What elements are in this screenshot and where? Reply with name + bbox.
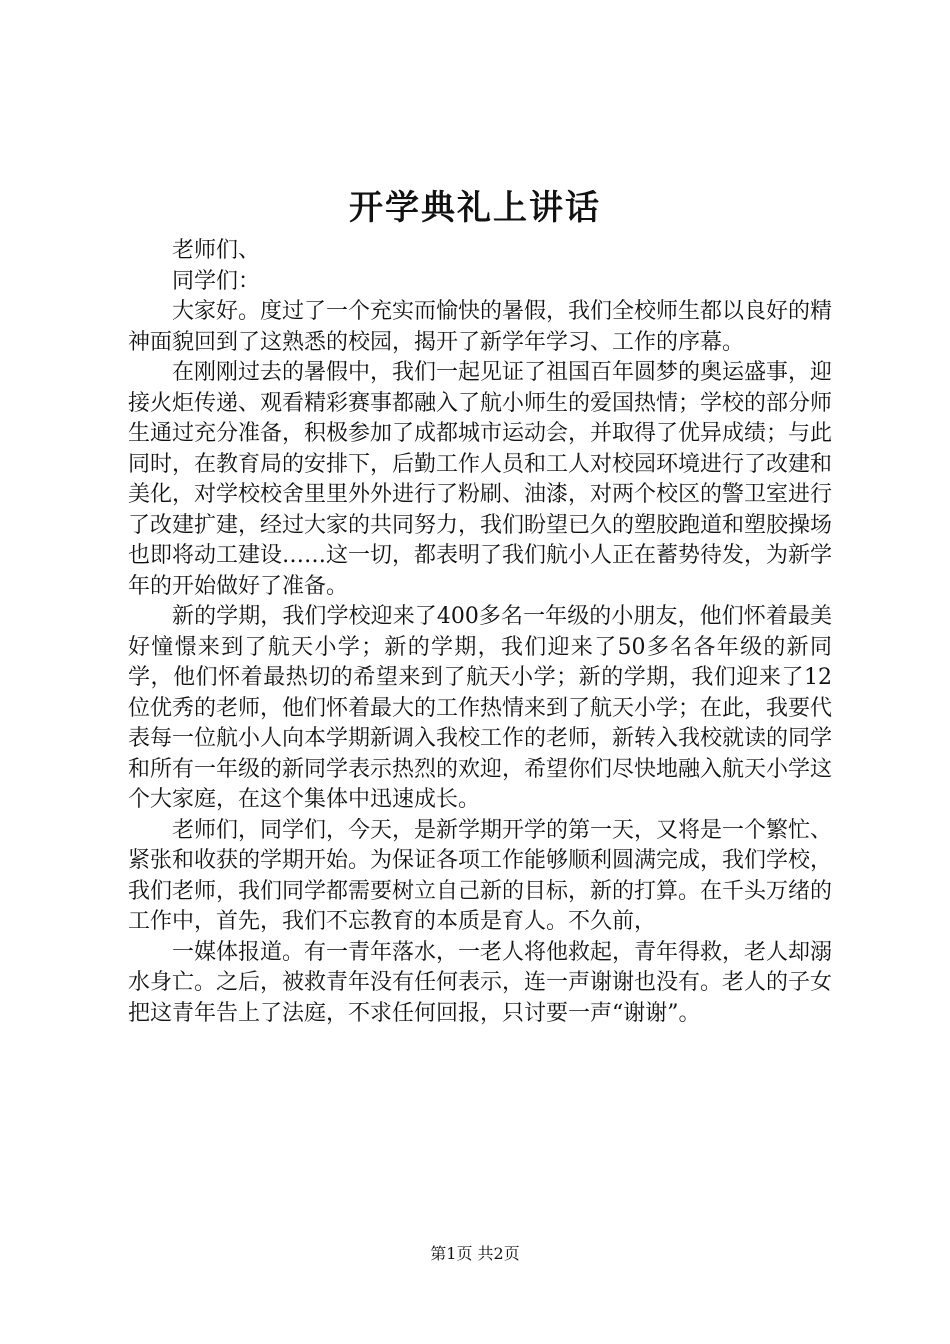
paragraph-new-semester: 新的学期，我们学校迎来了400多名一年级的小朋友，他们怀着最美好憧憬来到了航天小学；新的学期，我们迎来了50多名各年级的新同学，他们怀着最热切的希望来到了航天小学；新的学期，我们迎来了12位优秀的老师，他们怀着最大的工作热情来到了航天小学；在此，我要代表每一位航小人向本学期新调入我校工作的老师，新转入我校就读的同学和所有一年级的新同学表示热烈的欢迎，希望你们尽快地融入航天小学这个大家庭，在这个集体中迅速成长。 [128, 604, 833, 812]
paragraph-goals: 老师们，同学们，今天，是新学期开学的第一天，又将是一个繁忙、紧张和收获的学期开始。为保证各项工作能够顺利圆满完成，我们学校，我们老师，我们同学都需要树立自己新的目标，新的打算。在千头万绪的工作中，首先，我们不忘教育的本质是育人。不久前， [128, 817, 833, 934]
document-body [128, 236, 832, 1029]
salutation-students: 同学们： [172, 268, 261, 294]
document-title: 开学典礼上讲话 [349, 188, 601, 228]
page-footer: 第1页 共2页 [430, 1244, 520, 1263]
paragraph-media-report: 一媒体报道。有一青年落水，一老人将他救起，青年得救，老人却溺水身亡。之后，被救青年没有任何表示，连一声谢谢也没有。老人的子女把这青年告上了法庭，不求任何回报，只讨要一声“谢谢”。 [128, 939, 833, 1026]
paragraph-summer-review: 在刚刚过去的暑假中，我们一起见证了祖国百年圆梦的奥运盛事，迎接火炬传递、观看精彩赛事都融入了航小师生的爱国热情；学校的部分师生通过充分准备，积极参加了成都城市运动会，并取得了优异成绩；与此同时，在教育局的安排下，后勤工作人员和工人对校园环境进行了改建和美化，对学校校舍里里外外进行了粉刷、油漆，对两个校区的警卫室进行了改建扩建，经过大家的共同努力，我们盼望已久的塑胶跑道和塑胶操场也即将动工建设……这一切，都表明了我们航小人正在蓄势待发，为新学年的开始做好了准备。 [128, 360, 833, 599]
salutation-teachers: 老师们、 [172, 238, 261, 263]
paragraph-greeting: 大家好。度过了一个充实而愉快的暑假，我们全校师生都以良好的精神面貌回到了这熟悉的校园，揭开了新学年学习、工作的序幕。 [128, 299, 833, 355]
